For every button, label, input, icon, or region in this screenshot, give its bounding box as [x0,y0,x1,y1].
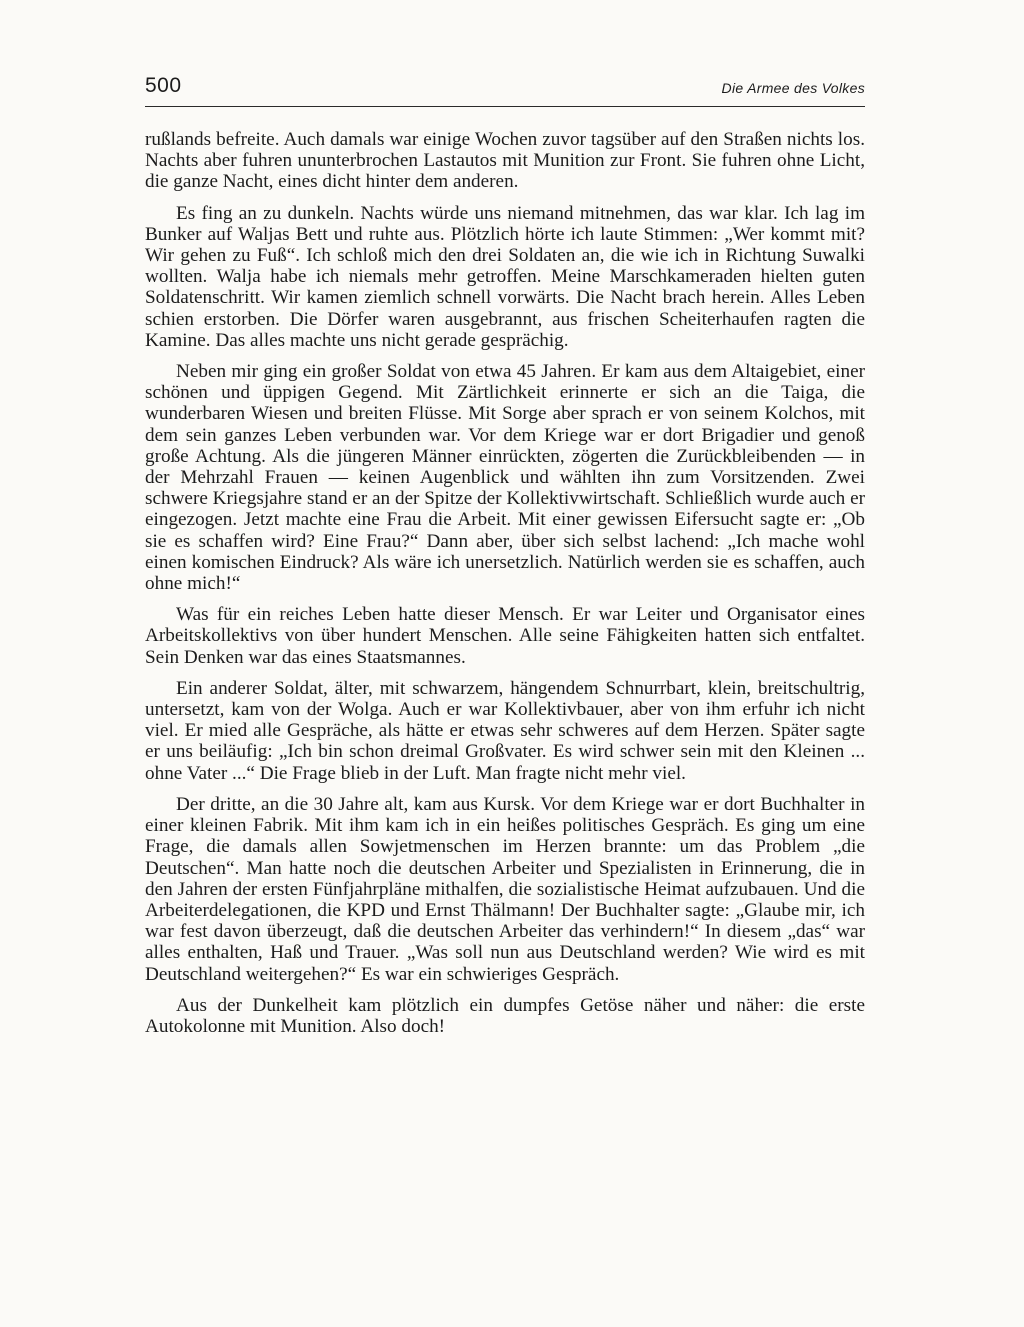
paragraph-2: Es fing an zu dunkeln. Nachts würde uns niemand mitnehmen, das war klar. Ich lag im Bunker auf Waljas Bett und ruhte aus. Plötzlich hörte ich laute Stimmen: „Wer kommt mit? Wir gehen zu Fuß“. Ich schloß mich den drei Soldaten an, die wie ich in Richtung Suwalki wollten. Walja habe ich niemals mehr getroffen. Meine Marschkameraden hielten guten Soldatenschritt. Wir kamen ziemlich schnell vorwärts. Die Nacht brach herein. Alles Leben schien erstorben. Die Dörfer waren ausgebrannt, aus frischen Scheiterhaufen ragten die Kamine. Das alles machte uns nicht gerade gesprächig. [145,202,865,351]
running-title: Die Armee des Volkes [721,80,865,96]
paragraph-7: Aus der Dunkelheit kam plötzlich ein dumpfes Getöse näher und näher: die erste Autokolonne mit Munition. Also doch! [145,994,865,1037]
paragraph-5: Ein anderer Soldat, älter, mit schwarzem, hängendem Schnurrbart, klein, breitschultrig, untersetzt, kam von der Wolga. Auch er war Kollektivbauer, aber von ihm erfuhr ich nicht viel. Er mied alle Gespräche, als hätte er etwas sehr schweres auf dem Herzen. Später sagte er uns beiläufig: „Ich bin schon dreimal Großvater. Es wird schwer sein mit den Kleinen ... ohne Vater ...“ Die Frage blieb in der Luft. Man fragte nicht mehr viel. [145,677,865,784]
body-text [145,129,865,1037]
paragraph-1: rußlands befreite. Auch damals war einige Wochen zuvor tagsüber auf den Straßen nichts los. Nachts aber fuhren ununterbrochen Lastautos mit Munition zur Front. Sie fuhren ohne Licht, die ganze Nacht, eines dicht hinter dem anderen. [145,129,865,193]
paragraph-3: Neben mir ging ein großer Soldat von etwa 45 Jahren. Er kam aus dem Altaigebiet, einer schönen und üppigen Gegend. Mit Zärtlichkeit erinnerte er sich an die Taiga, die wunderbaren Wiesen und breiten Flüsse. Mit Sorge aber sprach er von seinem Kolchos, mit dem sein ganzes Leben verbunden war. Vor dem Kriege war er dort Brigadier und genoß große Achtung. Als die jüngeren Männer einrückten, zögerten die Zurückbleibenden — in der Mehrzahl Frauen — keinen Augenblick und wählten ihn zum Vorsitzenden. Zwei schwere Kriegsjahre stand er an der Spitze der Kollektivwirtschaft. Schließlich wurde auch er eingezogen. Jetzt machte eine Frau die Arbeit. Mit einer gewissen Eifersucht sagte er: „Ob sie es schaffen wird? Eine Frau?“ Dann aber, über sich selbst lachend: „Ich mache wohl einen komischen Eindruck? Als wäre ich unersetzlich. Natürlich werden sie es schaffen, auch ohne mich!“ [145,361,865,595]
paragraph-4: Was für ein reiches Leben hatte dieser Mensch. Er war Leiter und Organisator eines Arbeitskollektivs von über hundert Menschen. Alle seine Fähigkeiten hatten sich entfaltet. Sein Denken war das eines Staatsmannes. [145,604,865,668]
page-header [145,72,865,107]
paragraph-6: Der dritte, an die 30 Jahre alt, kam aus Kursk. Vor dem Kriege war er dort Buchhalter in einer kleinen Fabrik. Mit ihm kam ich in ein heißes politisches Gespräch. Es ging um eine Frage, die damals allen Sowjetmenschen im Herzen brannte: um das Problem „die Deutschen“. Man hatte noch die deutschen Arbeiter und Spezialisten in Erinnerung, die in den Jahren der ersten Fünfjahrpläne mithalfen, die sozialistische Heimat aufzubauen. Und die Arbeiterdelegationen, die KPD und Ernst Thälmann! Der Buchhalter sagte: „Glaube mir, ich war fest davon überzeugt, daß die deutschen Arbeiter das verhindern!“ In diesem „das“ war alles enthalten, Haß und Trauer. „Was soll nun aus Deutschland werden? Wie wird es mit Deutschland weitergehen?“ Es war ein schwieriges Gespräch. [145,793,865,985]
book-page [145,72,865,1047]
page-number: 500 [145,74,182,97]
